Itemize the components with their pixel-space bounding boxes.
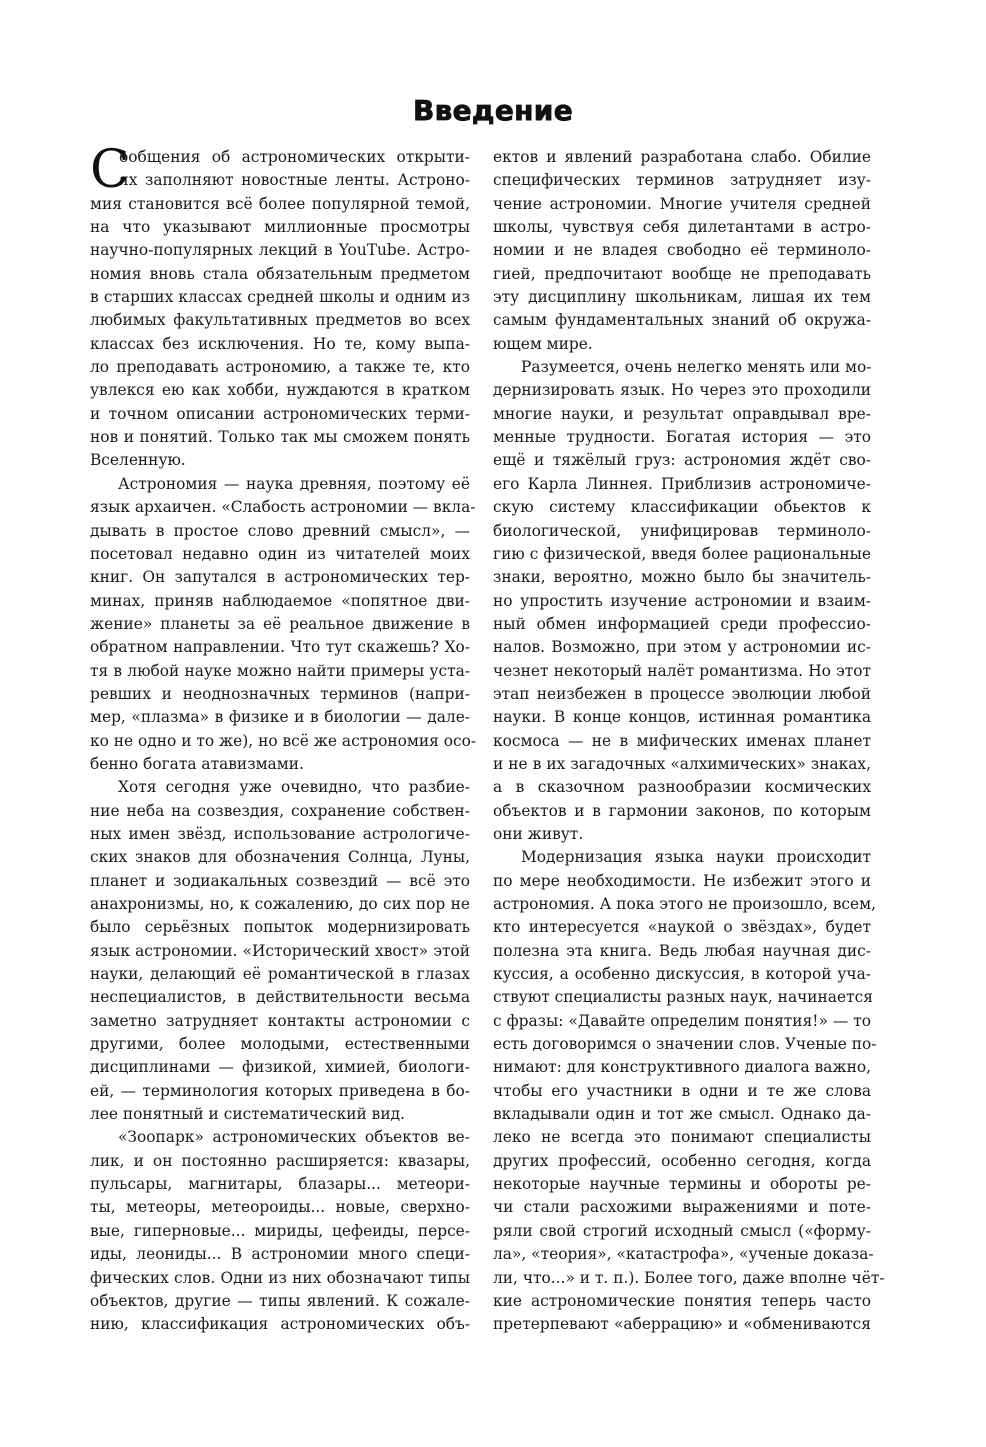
text-line: тя в любой науке можно найти примеры уста- (90, 661, 470, 680)
text-line: гию с физической, введя более рациональные (493, 544, 871, 563)
text-line: полезна эта книга. Ведь любая научная дис- (493, 941, 871, 960)
text-line: ях заполняют новостные ленты. Астроно- (119, 171, 470, 190)
text-line: его Карла Линнея. Приблизив астрономиче- (493, 474, 871, 493)
text-line: ских знаков для обозначения Солнца, Луны, (90, 848, 470, 867)
left-column-lines (90, 140, 477, 1337)
text-line: скую систему классификации обьектов к (493, 498, 871, 517)
text-line: эту дисциплину школьникам, лишая их тем (493, 288, 871, 307)
text-line: неспециалистов, в действительности весьма (90, 988, 470, 1007)
text-line: ли, что...» и т. п.). Более того, даже вполне чёт- (493, 1268, 885, 1287)
text-line: нимают: для конструктивного диалога важно, (493, 1058, 871, 1077)
text-line: ный обмен информацией среди профессио- (493, 614, 871, 633)
text-line: ообщения об астрономических открыти- (119, 148, 470, 166)
text-line: чтобы его участники в одни и те же слова (493, 1081, 871, 1100)
text-line: ряли свой строгий исходный смысл («форму- (493, 1221, 871, 1240)
text-line: налов. Возможно, при этом у астрономии ис- (493, 638, 871, 657)
text-line: ещё и тяжёлый груз: астрономия ждёт сво- (493, 451, 871, 470)
text-line: научно-популярных лекций в YouTube. Астро- (90, 241, 470, 260)
text-line: менные трудности. Богатая история — это (493, 428, 871, 447)
text-line: анахронизмы, но, к сожалению, до сих пор не (90, 895, 470, 913)
left-column (90, 140, 477, 1337)
text-line: с фразы: «Давайте определим понятия!» — то (493, 1011, 871, 1030)
text-line: ты, метеоры, метеороиды... новые, сверхно- (90, 1198, 470, 1217)
text-line: Вселенную. (90, 451, 186, 470)
text-line: ствуют специалисты разных наук, начинается (493, 988, 873, 1007)
text-line: чи стали расхожими выражениями и поте- (493, 1198, 871, 1217)
text-line: леко не всегда это понимают специалисты (493, 1128, 871, 1147)
text-line: посетовал недавно один из читателей моих (90, 544, 470, 563)
text-line: по мере необходимости. Не избежит этого и (493, 871, 871, 890)
text-line: куссия, а особенно дискуссия, в которой уча- (493, 965, 871, 984)
text-line: а в сказочном разнообразии космических (493, 778, 871, 797)
text-line: ей, — терминология которых приведена в бо- (90, 1081, 470, 1100)
text-line: жение» планеты за её реальное движение в (90, 614, 470, 633)
text-line: ющем мире. (493, 334, 593, 353)
text-line: язык астрономии. «Исторический хвост» этой (90, 941, 470, 960)
text-line: планет и зодиакальных созвездий — всё это (90, 871, 470, 890)
text-line: другими, более молодыми, естественными (90, 1035, 470, 1054)
text-line: этап неизбежен в процессе эволюции любой (493, 684, 871, 703)
text-line: ла», «теория», «катастрофа», «ученые доказа- (493, 1245, 874, 1264)
text-line: кто интересуется «наукой о звёздах», будет (493, 918, 871, 937)
text-line: пульсары, магнитары, блазары... метеори- (90, 1175, 470, 1194)
text-line: объектов и в гармонии законов, по которым (493, 801, 871, 820)
text-line: науки. В конце концов, истинная романтика (493, 708, 871, 727)
text-line: в старших классах средней школы и одним из (90, 288, 470, 307)
text-line: нов и понятий. Только так мы сможем понять (90, 428, 470, 447)
text-line: ло преподавать астрономию, а также те, кто (90, 358, 470, 377)
text-line: увлекся ею как хобби, нуждаются в кратком (90, 381, 470, 400)
text-line: специфических терминов затрудняет изу- (493, 171, 871, 190)
text-line: ние неба на созвездия, сохранение собствен- (90, 801, 470, 820)
text-line: заметно затрудняет контакты астрономии с (90, 1011, 470, 1030)
text-line: нию, классификация астрономических объ- (90, 1315, 470, 1334)
text-line: лее понятный и систематический вид. (90, 1105, 405, 1124)
text-line: вкладывали один и тот же смысл. Однако да- (493, 1105, 871, 1124)
text-line: других профессий, особенно сегодня, когда (493, 1151, 871, 1170)
text-line: чезнет некоторый налёт романтизма. Но этот (493, 661, 871, 680)
text-line: ко не одно и то же), но всё же астрономия осо- (90, 731, 477, 750)
text-line: номии и не владея свободно её терминоло- (493, 241, 871, 260)
text-line: любимых факультативных предметов во всех (90, 311, 470, 330)
text-line: но упростить изучение астрономии и взаим- (493, 591, 871, 610)
text-line: самым фундаментальных знаний об окружа- (493, 311, 871, 330)
text-line: мер, «плазма» в физике и в биологии — дале- (90, 708, 470, 727)
text-line: науки, делающий её романтической в глазах (90, 965, 470, 984)
text-line: биологической, унифицировав терминоло- (493, 521, 871, 540)
text-line: иды, леониды... В астрономии много специ- (90, 1245, 470, 1264)
text-line: номия вновь стала обязательным предметом (90, 264, 470, 283)
text-line: дернизировать язык. Но через это проходили (493, 381, 871, 400)
text-line: бенно богата атавизмами. (90, 754, 304, 773)
text-line: есть договоримся о значении слов. Ученые по- (493, 1035, 877, 1054)
text-line: вые, гиперновые... мириды, цефеиды, персе- (90, 1221, 470, 1240)
text-line: претерпевают «аберрацию» и «обмениваются (493, 1315, 871, 1334)
text-line: язык архаичен. «Слабость астрономии — вкла- (90, 498, 476, 517)
text-line: астрономия. А пока этого не произошло, всем, (493, 895, 876, 913)
text-line: фических слов. Одни из них обозначают типы (90, 1268, 470, 1287)
text-line: обратном направлении. Что тут скажешь? Хо- (90, 638, 470, 657)
text-line: минах, приняв наблюдаемое «попятное дви- (90, 591, 470, 610)
drop-cap: С (90, 140, 130, 200)
text-line: многие науки, и результат оправдывал вре- (493, 404, 871, 423)
text-line: Разумеется, очень нелегко менять или мо- (521, 358, 872, 377)
text-line: дисциплинами — физикой, химией, биологи- (90, 1058, 470, 1077)
text-line: кие астрономические понятия теперь часто (493, 1291, 871, 1310)
text-line: школы, чувствуя себя дилетантами в астро- (493, 218, 871, 237)
text-line: книг. Он запутался в астрономических тер- (90, 568, 470, 587)
text-line: Астрономия — наука древняя, поэтому её (118, 474, 470, 493)
text-line: ревших и неоднозначных терминов (напри- (90, 684, 470, 703)
text-line: знаки, вероятно, можно было бы значитель- (493, 568, 871, 587)
text-line: на что указывают миллионные просмотры (90, 218, 470, 237)
text-line: некоторые научные термины и обороты ре- (493, 1175, 871, 1194)
text-line: и точном описании астрономических терми- (90, 404, 470, 423)
page-title: Введение (412, 94, 573, 127)
text-line: Модернизация языка науки происходит (521, 848, 871, 867)
text-line: «Зоопарк» астрономических объектов ве- (118, 1128, 470, 1147)
text-line: Хотя сегодня уже очевидно, что разбие- (118, 778, 470, 797)
text-line: и не в их загадочных «алхимических» знаках, (493, 754, 871, 773)
text-line: космоса — не в мифических именах планет (493, 731, 871, 750)
text-line: они живут. (493, 824, 584, 843)
text-line: мия становится всё более популярной темой, (90, 194, 470, 213)
text-line: ных имен звёзд, использование астрологиче- (90, 824, 470, 843)
text-line: гией, предпочитают вообще не преподавать (493, 264, 871, 283)
text-line: классах без исключения. Но те, кому выпа- (90, 334, 470, 353)
right-column-lines (493, 146, 885, 1337)
text-line: лик, и он постоянно расширяется: квазары, (90, 1151, 470, 1170)
text-line: ектов и явлений разработана слабо. Обилие (493, 148, 871, 166)
text-line: дывать в простое слово древний смысл», — (90, 521, 470, 540)
text-line: было серьёзных попыток модернизировать (90, 918, 470, 937)
right-column (493, 146, 885, 1337)
text-line: чение астрономии. Многие учителя средней (493, 194, 871, 213)
text-line: объектов, другие — типы явлений. К сожале- (90, 1291, 470, 1310)
